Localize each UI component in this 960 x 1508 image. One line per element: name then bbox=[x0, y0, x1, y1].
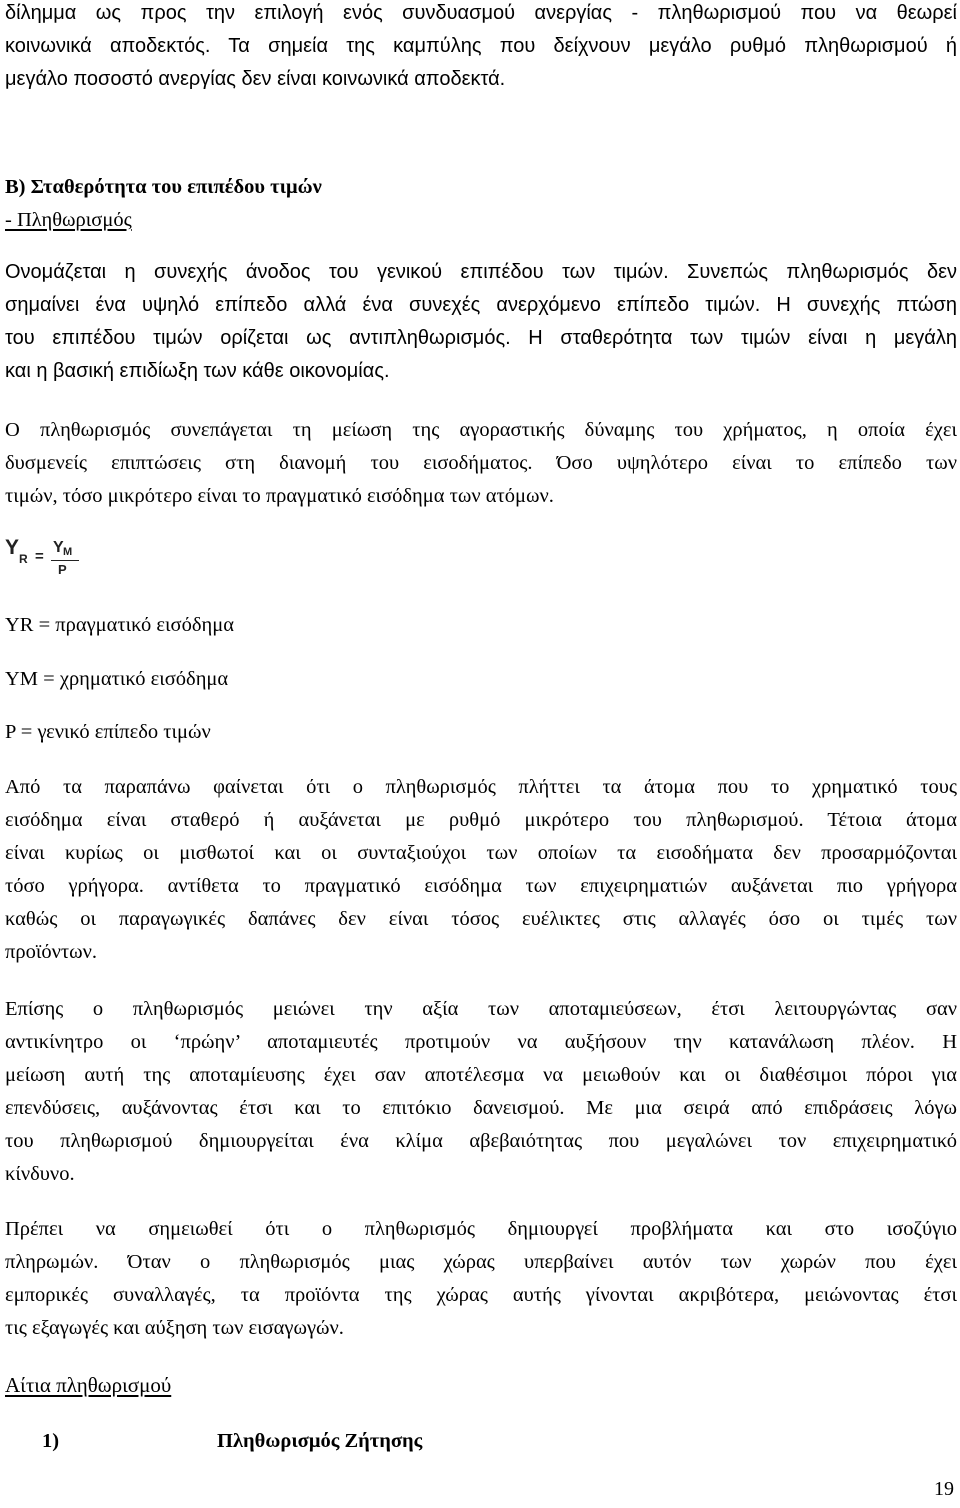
text-line: αντικίνητρο οι ‘πρώην’ αποταμιευτές προτιμούν να αυξήσουν την κατανάλωση πλέον. Η bbox=[5, 1031, 957, 1053]
paragraph-effects bbox=[5, 771, 957, 969]
text-line: Από τα παραπάνω φαίνεται ότι ο πληθωρισμός πλήττει τα άτομα που το χρηματικό τους bbox=[5, 776, 957, 798]
text-line: και η βασική επιδίωξη των κάθε οικονομίας. bbox=[5, 360, 390, 382]
definition-yr bbox=[5, 609, 957, 642]
text-line: δυσμενείς επιπτώσεις στη διανομή του εισοδήματος. Όσο υψηλότερο είναι το επίπεδο των bbox=[5, 452, 957, 474]
text-line: YR = πραγματικό εισόδημα bbox=[5, 614, 234, 636]
fraction-bar bbox=[51, 560, 79, 561]
formula-lhs-sub: R bbox=[19, 552, 28, 566]
item-title: Πληθωρισμός Ζήτησης bbox=[217, 1430, 423, 1452]
text-line: προϊόντων. bbox=[5, 941, 97, 963]
section-heading bbox=[5, 171, 957, 237]
text-line: YM = χρηματικό εισόδημα bbox=[5, 668, 229, 690]
text-line: καθώς οι παραγωγικές δαπάνες δεν είναι τόσος ευέλικτες στις αλλαγές όσο οι τιμές των bbox=[5, 908, 957, 930]
text-line: Πρέπει να σημειωθεί ότι ο πληθωρισμός δημιουργεί προβλήματα και στο ισοζύγιο bbox=[5, 1218, 957, 1240]
text-line: κίνδυνο. bbox=[5, 1163, 75, 1185]
text-line: P = γενικό επίπεδο τιμών bbox=[5, 721, 211, 743]
formula-equals: = bbox=[35, 548, 44, 565]
text-line: Ο πληθωρισμός συνεπάγεται τη μείωση της αγοραστικής δύναμης του χρήματος, η οποία έχει bbox=[5, 419, 957, 441]
text-line: τις εξαγωγές και αύξηση των εισαγωγών. bbox=[5, 1317, 344, 1339]
text-line: εισόδημα είναι σταθερό ή αυξάνεται με ρυθμό μικρότερο του πληθωρισμού. Τέτοια άτομα bbox=[5, 809, 957, 831]
item-number: 1) bbox=[42, 1430, 60, 1452]
section-title: Β) Σταθερότητα του επιπέδου τιμών bbox=[5, 176, 322, 198]
definition-p bbox=[5, 716, 957, 749]
text-line: του επιπέδου τιμών ορίζεται ως αντιπληθωρισμός. Η σταθερότητα των τιμών είναι η μεγάλη bbox=[5, 327, 957, 349]
text-line: κοινωνικά αποδεκτός. Τα σημεία της καμπύλης που δείχνουν μεγάλο ρυθμό πληθωρισμού ή bbox=[5, 35, 957, 57]
formula-numerator-sub: M bbox=[63, 546, 73, 558]
paragraph-balance-of-payments bbox=[5, 1213, 957, 1345]
text-line: σημαίνει ένα υψηλό επίπεδο αλλά ένα συνεχές ανερχόμενο επίπεδο τιμών. Η συνεχής πτώση bbox=[5, 294, 957, 316]
text-line: Επίσης ο πληθωρισμός μειώνει την αξία των αποταμιεύσεων, έτσι λειτουργώντας σαν bbox=[5, 998, 957, 1020]
page-number: 19 bbox=[934, 1478, 954, 1500]
text-line: επενδύσεις, αυξάνοντας έτσι και το επιτόκιο δανεισμού. Με μια σειρά από επιδράσεις λόγω bbox=[5, 1097, 957, 1119]
text-line: Ονομάζεται η συνεχής άνοδος του γενικού επιπέδου των τιμών. Συνεπώς πληθωρισμός δεν bbox=[5, 261, 957, 283]
section-subtitle: - Πληθωρισμός bbox=[5, 209, 132, 231]
text-line: εμπορικές συναλλαγές, τα προϊόντα της χώρας αυτής γίνονται ακριβότερα, μειώνοντας έτσι bbox=[5, 1284, 957, 1306]
paragraph-purchasing-power bbox=[5, 414, 957, 513]
causes-title: Αίτια πληθωρισμού bbox=[5, 1373, 172, 1397]
text-line: δίλημμα ως προς την επιλογή ενός συνδυασμού ανεργίας - πληθωρισμού που να θεωρεί bbox=[5, 2, 957, 24]
real-income-formula bbox=[5, 534, 95, 584]
text-line: του πληθωρισμού δημιουργείται ένα κλίμα αβεβαιότητας που μεγαλώνει τον επιχειρηματικό bbox=[5, 1130, 957, 1152]
formula-numerator: Y bbox=[53, 539, 64, 556]
paragraph-savings bbox=[5, 993, 957, 1191]
paragraph-definition bbox=[5, 256, 957, 388]
text-line: μεγάλο ποσοστό ανεργίας δεν είναι κοινωνικά αποδεκτά. bbox=[5, 68, 506, 90]
text-line: είναι κυρίως οι μισθωτοί και οι συνταξιούχοι των οποίων τα εισοδήματα δεν προσαρμόζονται bbox=[5, 842, 957, 864]
formula-lhs: Y bbox=[5, 536, 20, 559]
text-line: τιμών, τόσο μικρότερο είναι το πραγματικό εισόδημα των ατόμων. bbox=[5, 485, 554, 507]
intro-paragraph bbox=[5, 0, 957, 96]
definition-ym bbox=[5, 663, 957, 696]
text-line: μείωση αυτή της αποταμίευσης έχει σαν αποτέλεσμα να μειωθούν και οι διαθέσιμοι πόροι για bbox=[5, 1064, 957, 1086]
causes-heading bbox=[5, 1369, 957, 1402]
formula-denominator: P bbox=[58, 562, 67, 577]
text-line: τόσο γρήγορα. αντίθετα το πραγματικό εισόδημα των επιχειρηματιών αυξάνεται πιο γρήγορα bbox=[5, 875, 957, 897]
text-line: πληρωμών. Όταν ο πληθωρισμός μιας χώρας υπερβαίνει αυτόν των χωρών που έχει bbox=[5, 1251, 957, 1273]
